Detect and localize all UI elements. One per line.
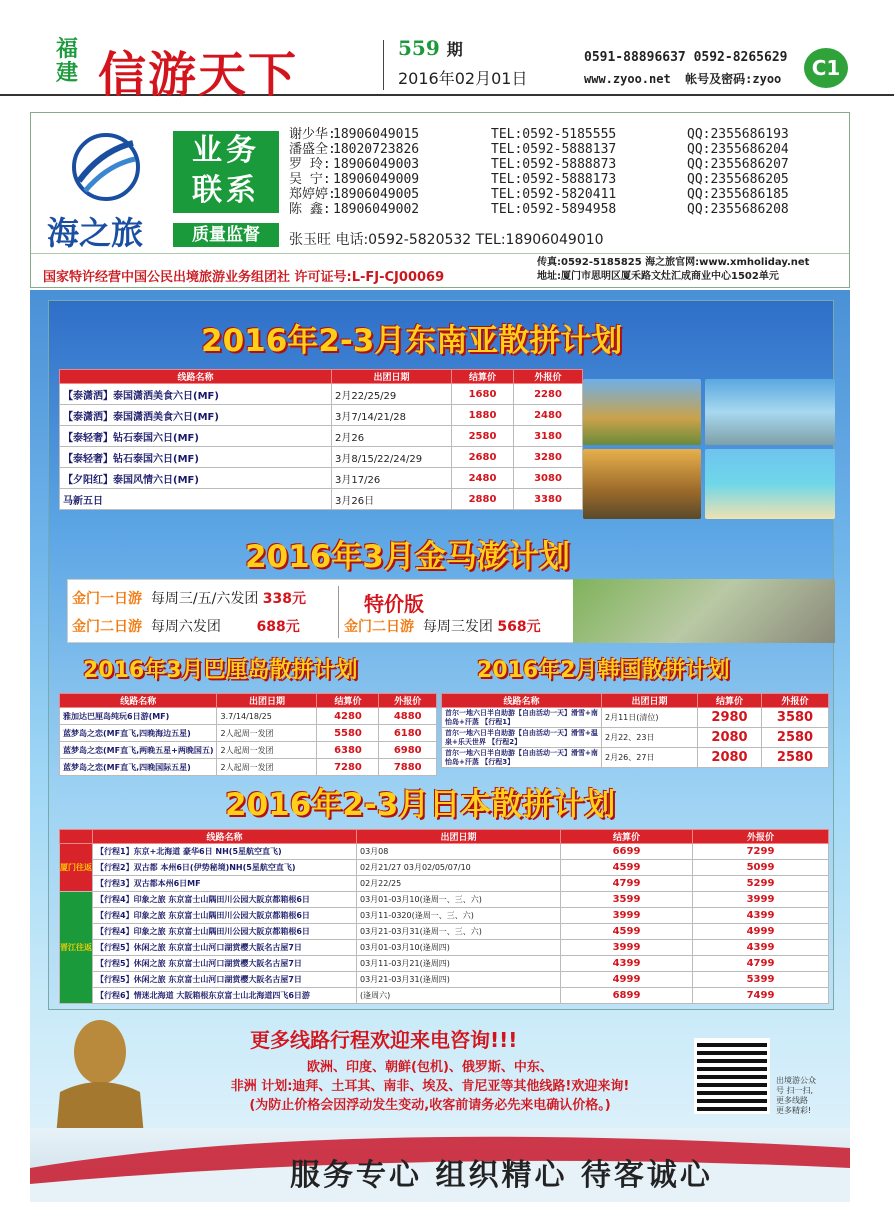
- table-row[interactable]: [60, 844, 829, 860]
- beach-photo: [705, 449, 835, 519]
- route-name: 【行程4】印象之旅 东京富士山隅田川公园大阪京都箱根6日: [93, 892, 357, 908]
- depart-date: 3月8/15/22/24/29: [332, 447, 452, 468]
- table-row[interactable]: [60, 860, 829, 876]
- route-name: 【泰潇洒】泰国潇洒美食六日(MF): [60, 405, 332, 426]
- table-row[interactable]: [60, 876, 829, 892]
- depart-date: 03月21-03月31(逢周一、三、六): [357, 924, 561, 940]
- depart-date: 03月01-03月10(逢周一、三、六): [357, 892, 561, 908]
- contact-name: 陈 鑫:: [289, 202, 331, 217]
- poster-inner-panel: [48, 300, 834, 1010]
- route-name: 【行程5】休闲之旅 东京富士山河口湖赏樱大阪名古屋7日: [93, 956, 357, 972]
- net-price: 6899: [561, 988, 693, 1004]
- retail-price: 2580: [762, 728, 829, 748]
- net-price: 2580: [452, 426, 514, 447]
- net-price: 3999: [561, 908, 693, 924]
- account-info: 帐号及密码:zyoo: [685, 72, 782, 86]
- contact-tel: TEL:0592-5888173: [491, 172, 617, 187]
- retail-price: 3380: [514, 489, 583, 510]
- contact-tel: TEL:0592-5894958: [491, 202, 617, 217]
- retail-price: 2480: [514, 405, 583, 426]
- depart-date: 2月26: [332, 426, 452, 447]
- table-row[interactable]: [60, 384, 583, 405]
- retail-price: 3999: [693, 892, 829, 908]
- korea-table: [441, 693, 829, 768]
- col-header: 结算价: [452, 370, 514, 384]
- bali-table: [59, 693, 437, 776]
- col-header: 线路名称: [60, 694, 217, 708]
- retail-price: 2580: [762, 748, 829, 768]
- depart-date: 03月21-03月31(逢周四): [357, 972, 561, 988]
- table-row[interactable]: [60, 956, 829, 972]
- col-header: 出团日期: [332, 370, 452, 384]
- col-header: 外报价: [514, 370, 583, 384]
- col-header: 线路名称: [442, 694, 602, 708]
- net-price: 3599: [561, 892, 693, 908]
- table-row[interactable]: [442, 728, 829, 748]
- contact-name: 吴 宁:: [289, 172, 331, 187]
- contact-row: [289, 127, 789, 142]
- contact-row: [289, 202, 789, 217]
- sea-title: 2016年2-3月东南亚散拼计划: [201, 323, 623, 359]
- route-name: 【泰轻奢】钻石泰国六日(MF): [60, 426, 332, 447]
- special-label: 特价版: [364, 592, 424, 616]
- kmp-panel: [67, 579, 591, 643]
- contact-tel: TEL:0592-5888873: [491, 157, 617, 172]
- table-row[interactable]: [60, 988, 829, 1004]
- address-block: [537, 256, 809, 284]
- table-row[interactable]: [60, 489, 583, 510]
- license-text: 国家特许经营中国公民出境旅游业务组团社 许可证号:L-FJ-CJ00069: [43, 270, 445, 285]
- net-price: 4999: [561, 972, 693, 988]
- thailand-temple-photo: [583, 379, 701, 445]
- depart-date: 02月22/25: [357, 876, 561, 892]
- route-name: 【行程3】双古都本州6日MF: [93, 876, 357, 892]
- kmp-divider: [338, 586, 339, 638]
- col-header: 线路名称: [60, 370, 332, 384]
- route-name: 蓝梦岛之恋(MF直飞,四晚国际五星): [60, 759, 217, 776]
- net-price: 3999: [561, 940, 693, 956]
- net-price: 2080: [698, 728, 762, 748]
- website-link[interactable]: www.zyoo.net: [584, 72, 671, 86]
- route-price: 338元: [262, 591, 307, 607]
- contact-qq: QQ:2355686205: [687, 172, 789, 187]
- business-contact-label: [173, 131, 279, 213]
- thailand-villa-photo: [705, 379, 835, 445]
- bali-title: 2016年3月巴厘岛散拼计划: [83, 658, 358, 683]
- contact-qq: QQ:2355686208: [687, 202, 789, 217]
- side-header: [60, 830, 93, 844]
- net-price: 6699: [561, 844, 693, 860]
- header-web: [584, 70, 781, 87]
- retail-price: 3580: [762, 708, 829, 728]
- page-badge: C1: [804, 48, 848, 88]
- retail-price: 3280: [514, 447, 583, 468]
- net-price: 2980: [698, 708, 762, 728]
- table-row[interactable]: [442, 748, 829, 768]
- route-name: 【夕阳红】泰国风情六日(MF): [60, 468, 332, 489]
- net-price: 4599: [561, 860, 693, 876]
- net-price: 2880: [452, 489, 514, 510]
- issue-number: [398, 36, 463, 60]
- contact-mobile: 18906049009: [333, 172, 420, 187]
- license-band: [31, 253, 849, 287]
- table-header: [442, 694, 829, 708]
- contact-mobile: 18020723826: [333, 142, 420, 157]
- retail-price: 4799: [693, 956, 829, 972]
- depart-date: 2人起周一发团: [217, 742, 317, 759]
- retail-price: 5299: [693, 876, 829, 892]
- depart-date: 03月08: [357, 844, 561, 860]
- net-price: 5580: [317, 725, 379, 742]
- slogan: 服务专心 组织精心 待客诚心: [290, 1158, 713, 1193]
- retail-price: 7499: [693, 988, 829, 1004]
- contact-row: [289, 187, 789, 202]
- company-panel: [30, 112, 850, 288]
- japan-table: [59, 829, 829, 1004]
- retail-price: 7299: [693, 844, 829, 860]
- kmp-title: 2016年3月金马澎计划: [245, 539, 570, 575]
- dest-line-2: 非洲 计划:迪拜、土耳其、南非、埃及、肯尼亚等其他线路!欢迎来询!: [230, 1079, 630, 1094]
- depart-date: 3.7/14/18/25: [217, 708, 317, 725]
- col-header: 出团日期: [217, 694, 317, 708]
- route-name: 【行程5】休闲之旅 东京富士山河口湖赏樱大阪名古屋7日: [93, 972, 357, 988]
- table-row[interactable]: [60, 892, 829, 908]
- route-name: 【泰潇洒】泰国潇洒美食六日(MF): [60, 384, 332, 405]
- route-name: 【行程4】印象之旅 东京富士山隅田川公园大阪京都箱根6日: [93, 908, 357, 924]
- header-phones: 0591-88896637 0592-8265629: [584, 50, 788, 65]
- depart-date: 2人起周一发团: [217, 759, 317, 776]
- col-header: 结算价: [317, 694, 379, 708]
- korea-title: 2016年2月韩国散拼计划: [477, 658, 730, 683]
- route-desc: 每周三发团: [422, 619, 493, 635]
- route-name: 【行程6】情迷北海道 大阪箱根东京富士山北海道四飞6日游: [93, 988, 357, 1004]
- contact-qq: QQ:2355686207: [687, 157, 789, 172]
- table-row[interactable]: [60, 405, 583, 426]
- table-row[interactable]: [60, 972, 829, 988]
- retail-price: 3080: [514, 468, 583, 489]
- route-name: 金门二日游: [72, 619, 142, 635]
- biz-label-2: 联系: [192, 173, 260, 208]
- net-price: 2480: [452, 468, 514, 489]
- contact-tel: TEL:0592-5888137: [491, 142, 617, 157]
- table-header: [60, 694, 437, 708]
- net-price: 2680: [452, 447, 514, 468]
- company-logo-text: 海之旅: [47, 214, 144, 252]
- masthead-title: 信游天下: [98, 47, 299, 103]
- route-name: 【泰轻奢】钻石泰国六日(MF): [60, 447, 332, 468]
- route-price: 568元: [497, 619, 541, 635]
- masthead-region: 福建: [56, 37, 79, 86]
- route-name: 【行程2】双古都 本州6日(伊势秘境)NH(5星航空直飞): [93, 860, 357, 876]
- col-header: 结算价: [561, 830, 693, 844]
- more-routes-heading: 更多线路行程欢迎来电咨询!!!: [250, 1028, 518, 1052]
- dest-line-3: (为防止价格会因浮动发生变动,收客前请务必先来电确认价格。): [249, 1098, 611, 1113]
- contact-row: [289, 172, 789, 187]
- contact-qq: QQ:2355686185: [687, 187, 789, 202]
- table-header: [60, 370, 583, 384]
- net-price: 4599: [561, 924, 693, 940]
- route-name: 马新五日: [60, 489, 332, 510]
- contact-mobile: 18906049005: [333, 187, 420, 202]
- col-header: 线路名称: [93, 830, 357, 844]
- jinjiang-side-label: 晋江往返: [60, 892, 93, 1004]
- route-name: 【行程4】印象之旅 东京富士山隅田川公园大阪京都箱根6日: [93, 924, 357, 940]
- contact-qq: QQ:2355686204: [687, 142, 789, 157]
- retail-price: 4999: [693, 924, 829, 940]
- depart-date: 3月17/26: [332, 468, 452, 489]
- col-header: 外报价: [693, 830, 829, 844]
- contact-row: [289, 142, 789, 157]
- contact-name: 罗 玲:: [289, 157, 331, 172]
- table-row[interactable]: [60, 759, 437, 776]
- retail-price: 2280: [514, 384, 583, 405]
- table-row[interactable]: [60, 426, 583, 447]
- depart-date: (逢周六): [357, 988, 561, 1004]
- depart-date: 2月22、23日: [602, 728, 698, 748]
- contact-mobile: 18906049002: [333, 202, 420, 217]
- depart-date: 02月21/27 03月02/05/07/10: [357, 860, 561, 876]
- net-price: 2080: [698, 748, 762, 768]
- table-row[interactable]: [60, 924, 829, 940]
- route-name: 金门一日游: [72, 591, 142, 607]
- col-header: 外报价: [379, 694, 437, 708]
- contact-tel: TEL:0592-5820411: [491, 187, 617, 202]
- route-name: 雅加达巴厘岛纯玩6日游(MF): [60, 708, 217, 725]
- contact-mobile: 18906049015: [333, 127, 420, 142]
- table-row[interactable]: [60, 940, 829, 956]
- route-price: 688元: [256, 619, 300, 635]
- table-row[interactable]: [60, 468, 583, 489]
- route-name: 【行程1】东京+北海道 豪华6日 NH(5星航空直飞): [93, 844, 357, 860]
- route-name: 蓝梦岛之恋(MF直飞,两晚五星+两晚国五): [60, 742, 217, 759]
- net-price: 6380: [317, 742, 379, 759]
- depart-date: 3月7/14/21/28: [332, 405, 452, 426]
- qr-code-icon[interactable]: [694, 1038, 770, 1114]
- depart-date: 03月01-03月10(逢周四): [357, 940, 561, 956]
- contact-qq: QQ:2355686193: [687, 127, 789, 142]
- thailand-palace-photo: [583, 449, 701, 519]
- japan-title: 2016年2-3月日本散拼计划: [225, 787, 616, 823]
- contact-row: [289, 157, 789, 172]
- col-header: 出团日期: [357, 830, 561, 844]
- table-row[interactable]: [60, 725, 437, 742]
- depart-date: 03月11-03月21(逢周四): [357, 956, 561, 972]
- retail-price: 4880: [379, 708, 437, 725]
- route-name: 首尔一地六日半自助游【自由活动一天】滑雪+温泉+乐天世界 【行程2】: [442, 728, 602, 748]
- contact-name: 郑婷婷:: [289, 187, 336, 202]
- contact-mobile: 18906049003: [333, 157, 420, 172]
- table-row[interactable]: [60, 708, 437, 725]
- retail-price: 3180: [514, 426, 583, 447]
- retail-price: 4399: [693, 908, 829, 924]
- issue-no: 559: [398, 36, 440, 60]
- route-name: 【行程5】休闲之旅 东京富士山河口湖赏樱大阪名古屋7日: [93, 940, 357, 956]
- quality-label: 质量监督: [173, 223, 279, 247]
- net-price: 4280: [317, 708, 379, 725]
- masthead: [0, 0, 894, 103]
- travel-poster: [30, 290, 850, 1202]
- depart-date: 2月26、27日: [602, 748, 698, 768]
- retail-price: 5099: [693, 860, 829, 876]
- col-header: 结算价: [698, 694, 762, 708]
- sea-table: [59, 369, 583, 510]
- route-name: 蓝梦岛之恋(MF直飞,四晚海边五星): [60, 725, 217, 742]
- net-price: 1880: [452, 405, 514, 426]
- table-row[interactable]: [60, 742, 437, 759]
- net-price: 1680: [452, 384, 514, 405]
- qr-note: 出境游公众号 扫一扫,更多线路 更多精彩!: [776, 1076, 816, 1115]
- route-name: 首尔一地六日半自助游【自由活动一天】滑雪+南怡岛+汗蒸 【行程3】: [442, 748, 602, 768]
- retail-price: 6180: [379, 725, 437, 742]
- quality-contact: 张玉旺 电话:0592-5820532 TEL:18906049010: [289, 232, 604, 248]
- wave-logo-icon: [71, 131, 141, 203]
- table-row[interactable]: [442, 708, 829, 728]
- col-header: 外报价: [762, 694, 829, 708]
- depart-date: 3月26日: [332, 489, 452, 510]
- retail-price: 5399: [693, 972, 829, 988]
- contact-list: [289, 127, 789, 217]
- kinmen-photo: [573, 579, 835, 643]
- fax-line: 传真:0592-5185825 海之旅官网:www.xmholiday.net: [537, 257, 810, 268]
- biz-label-1: 业务: [192, 133, 260, 168]
- route-name: 首尔一地六日半自助游【自由活动一天】滑雪+南怡岛+汗蒸 【行程1】: [442, 708, 602, 728]
- dest-line-1: 欧洲、印度、朝鲜(包机)、俄罗斯、中东、: [307, 1060, 553, 1075]
- issue-unit: 期: [446, 40, 463, 59]
- table-row[interactable]: [60, 908, 829, 924]
- contact-name: 谢少华:: [289, 127, 336, 142]
- depart-date: 2人起周一发团: [217, 725, 317, 742]
- xiamen-side-label: 厦门往返: [60, 844, 93, 892]
- masthead-divider: [383, 40, 384, 90]
- address-line: 地址:厦门市思明区厦禾路文灶汇成商业中心1502单元: [537, 271, 779, 282]
- more-destinations: [170, 1058, 690, 1115]
- retail-price: 6980: [379, 742, 437, 759]
- depart-date: 03月11-0320(逢周一、三、六): [357, 908, 561, 924]
- table-row[interactable]: [60, 447, 583, 468]
- depart-date: 2月11日(清位): [602, 708, 698, 728]
- depart-date: 2月22/25/29: [332, 384, 452, 405]
- table-header: [60, 830, 829, 844]
- retail-price: 7880: [379, 759, 437, 776]
- route-name: 金门二日游: [344, 619, 414, 635]
- net-price: 4399: [561, 956, 693, 972]
- net-price: 7280: [317, 759, 379, 776]
- col-header: 出团日期: [602, 694, 698, 708]
- net-price: 4799: [561, 876, 693, 892]
- contact-name: 潘盛全:: [289, 142, 336, 157]
- issue-date: 2016年02月01日: [398, 69, 528, 88]
- contact-tel: TEL:0592-5185555: [491, 127, 617, 142]
- route-desc: 每周六发团: [150, 619, 221, 635]
- retail-price: 4399: [693, 940, 829, 956]
- route-desc: 每周三/五/六发团: [150, 591, 259, 607]
